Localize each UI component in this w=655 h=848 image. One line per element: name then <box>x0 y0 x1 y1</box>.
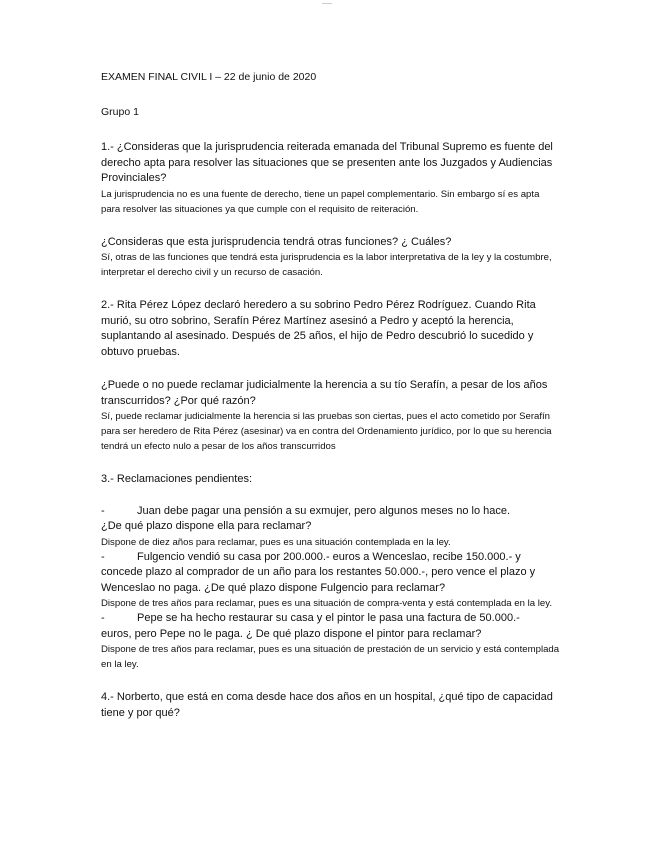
claim-item <box>101 611 561 627</box>
q1-question: 1.- ¿Consideras que la jurisprudencia reiterada emanada del Tribunal Supremo es fuente del derecho apta para resolver las situaciones que se presenten ante los Juzgados y Audiencias Provinciales? <box>101 141 553 184</box>
claim-item <box>101 504 561 520</box>
claim-answer: Dispone de tres años para reclamar, pues es una situación de prestación de un servicio y está contemplada en la ley. <box>101 644 560 670</box>
q4-question: 4.- Norberto, que está en coma desde hace dos años en un hospital, ¿qué tipo de capacidad tiene y por qué? <box>101 691 553 719</box>
q2-statement: 2.- Rita Pérez López declaró heredero a su sobrino Pedro Pérez Rodríguez. Cuando Rita murió, su otro sobrino, Serafín Pérez Martínez asesinó a Pedro y aceptó la herencia, suplantando al asesinado. Después de 25 años, el hijo de Pedro descubrió lo sucedido y obtuvo pruebas. <box>101 299 536 358</box>
claim-rest: ¿De qué plazo dispone ella para reclamar? <box>101 520 312 532</box>
claim-answer: Dispone de tres años para reclamar, pues es una situación de compra-venta y está contemplada en la ley. <box>101 598 552 609</box>
claim-lead: Juan debe pagar una pensión a su exmujer, pero algunos meses no lo hace. <box>137 504 511 517</box>
q1-answer-2: Sí, otras de las funciones que tendrá esta jurisprudencia es la labor interpretativa de la ley y la costumbre, interpretar el derecho civil y un recurso de casación. <box>101 252 552 278</box>
q2-answer: Sí, puede reclamar judicialmente la herencia si las pruebas son ciertas, pues el acto cometido por Serafín para ser heredero de Rita Pérez (asesinar) va en contra del Ordenamiento jurídico, por lo que su herencia tendrá un efecto nulo a pesar de los años transcurridos <box>101 411 552 452</box>
claim-rest: concede plazo al comprador de un año para los restantes 50.000.-, pero vence el plazo y Wenceslao no paga. ¿De qué plazo dispone Fulgencio para reclamar? <box>101 566 536 594</box>
claim-answer: Dispone de diez años para reclamar, pues es una situación contemplada en la ley. <box>101 536 451 548</box>
claim-item <box>101 550 561 566</box>
group-label: Grupo 1 <box>101 106 139 118</box>
q1-answer: La jurisprudencia no es una fuente de derecho, tiene un papel complementario. Sin embargo sí es apta para resolver las situaciones ya que cumple con el requisito de reiteración. <box>101 188 540 215</box>
claim-dash: - <box>101 612 105 624</box>
q2-question: ¿Puede o no puede reclamar judicialmente la herencia a su tío Serafín, a pesar de los años transcurridos? ¿Por qué razón? <box>101 379 548 407</box>
q1-question-2: ¿Consideras que esta jurisprudencia tendrá otras funciones? ¿ Cuáles? <box>101 235 452 248</box>
claim-lead: Fulgencio vendió su casa por 200.000.- euros a Wenceslao, recibe 150.000.- y <box>137 550 521 563</box>
claim-rest: euros, pero Pepe no le paga. ¿ De qué plazo dispone el pintor para reclamar? <box>101 627 482 640</box>
page-top-mark <box>322 0 332 4</box>
q3-title: 3.- Reclamaciones pendientes: <box>101 473 253 485</box>
exam-title: EXAMEN FINAL CIVIL I – 22 de junio de 2020 <box>101 71 317 83</box>
exam-document <box>101 70 561 721</box>
claim-lead: Pepe se ha hecho restaurar su casa y el pintor le pasa una factura de 50.000.- <box>137 612 520 624</box>
claim-dash: - <box>101 550 105 563</box>
claim-dash: - <box>101 504 105 517</box>
